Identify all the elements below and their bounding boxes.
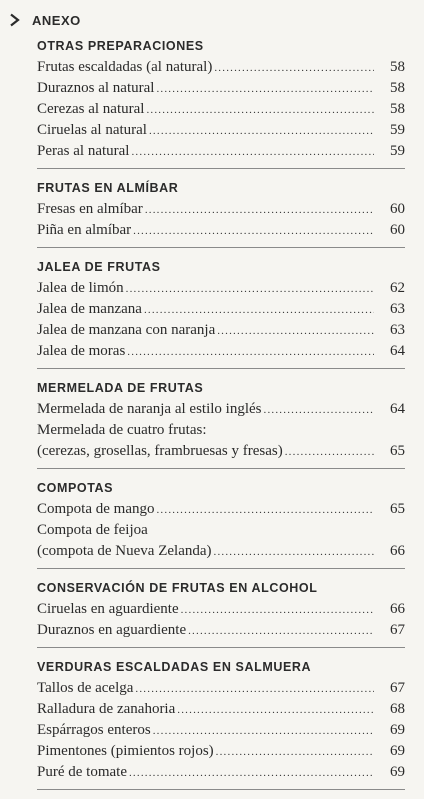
dot-leader xyxy=(145,200,374,221)
toc-entry xyxy=(37,341,405,362)
toc-entry xyxy=(37,57,405,78)
section-title: JALEA DE FRUTAS xyxy=(37,260,161,274)
toc-section xyxy=(37,657,405,790)
page-number: 67 xyxy=(390,680,405,696)
dot-leader xyxy=(217,321,374,342)
dot-leader xyxy=(127,342,374,363)
entry-label: Tallos de acelga xyxy=(37,680,134,696)
section-title: OTRAS PREPARACIONES xyxy=(37,39,204,53)
page-number: 64 xyxy=(390,401,405,417)
toc-entry xyxy=(37,499,405,520)
entry-label: Pimentones (pimientos rojos) xyxy=(37,743,214,759)
page-number: 58 xyxy=(390,59,405,75)
page-number: 62 xyxy=(390,280,405,296)
page-number: 68 xyxy=(390,701,405,717)
page-number: 59 xyxy=(390,122,405,138)
section-title: VERDURAS ESCALDADAS EN SALMUERA xyxy=(37,660,312,674)
toc-section xyxy=(37,578,405,648)
toc-section xyxy=(37,36,405,169)
entry-label: Mermelada de naranja al estilo inglés xyxy=(37,401,262,417)
dot-leader xyxy=(214,542,375,563)
section-title: MERMELADA DE FRUTAS xyxy=(37,381,204,395)
dot-leader xyxy=(133,221,374,242)
dot-leader xyxy=(153,721,374,742)
toc-entry xyxy=(37,620,405,641)
dot-leader xyxy=(131,142,374,163)
dot-leader xyxy=(181,600,374,621)
dot-leader xyxy=(144,300,374,321)
entry-label: Cerezas al natural xyxy=(37,101,145,117)
page-number: 63 xyxy=(390,322,405,338)
toc-sections xyxy=(37,36,405,799)
entry-label: Peras al natural xyxy=(37,143,130,159)
page-number: 67 xyxy=(390,622,405,638)
dot-leader xyxy=(156,500,374,521)
dot-leader xyxy=(149,121,374,142)
toc-entry xyxy=(37,299,405,320)
annex-title: ANEXO xyxy=(32,12,81,28)
entry-label: Jalea de limón xyxy=(37,280,124,296)
entry-label: (compota de Nueva Zelanda) xyxy=(37,543,212,559)
entry-label: Piña en almíbar xyxy=(37,222,132,238)
dot-leader xyxy=(214,58,374,79)
entry-lead: Compota de feijoa xyxy=(37,522,148,538)
entry-label: Frutas escaldadas (al natural) xyxy=(37,59,213,75)
page-number: 66 xyxy=(390,601,405,617)
entry-label: Ralladura de zanahoria xyxy=(37,701,176,717)
toc-entry xyxy=(37,120,405,141)
toc-entry xyxy=(37,141,405,162)
dot-leader xyxy=(129,763,374,784)
toc-entry xyxy=(37,199,405,220)
dot-leader xyxy=(285,442,374,463)
toc-entry xyxy=(37,320,405,341)
entry-label: Fresas en almíbar xyxy=(37,201,143,217)
page-number: 63 xyxy=(390,301,405,317)
toc-entry xyxy=(37,741,405,762)
page-number: 65 xyxy=(390,501,405,517)
section-title: FRUTAS EN ALMÍBAR xyxy=(37,181,179,195)
entry-label: Ciruelas al natural xyxy=(37,122,147,138)
entry-label: Puré de tomate xyxy=(37,764,127,780)
toc-entry xyxy=(37,99,405,120)
page-number: 60 xyxy=(390,222,405,238)
page-number: 65 xyxy=(390,443,405,459)
toc-entry xyxy=(37,441,405,462)
page-number: 58 xyxy=(390,80,405,96)
page-number: 64 xyxy=(390,343,405,359)
entry-label: Duraznos al natural xyxy=(37,80,155,96)
entry-label: Ciruelas en aguardiente xyxy=(37,601,179,617)
toc-section xyxy=(37,257,405,369)
page-number: 69 xyxy=(390,764,405,780)
page-number: 69 xyxy=(390,743,405,759)
toc-entry xyxy=(37,599,405,620)
dot-leader xyxy=(135,679,374,700)
toc-entry xyxy=(37,278,405,299)
dot-leader xyxy=(188,621,374,642)
toc-section xyxy=(37,378,405,469)
dot-leader xyxy=(264,400,375,421)
toc-entry xyxy=(37,720,405,741)
dot-leader xyxy=(126,279,374,300)
entry-label: Jalea de moras xyxy=(37,343,126,359)
toc-section xyxy=(37,178,405,248)
page-number: 60 xyxy=(390,201,405,217)
entry-label: Jalea de manzana xyxy=(37,301,142,317)
toc-entry xyxy=(37,678,405,699)
entry-label: Jalea de manzana con naranja xyxy=(37,322,216,338)
section-title: COMPOTAS xyxy=(37,481,114,495)
entry-lead: Mermelada de cuatro frutas: xyxy=(37,422,207,438)
toc-entry xyxy=(37,78,405,99)
entry-label: Compota de mango xyxy=(37,501,155,517)
toc-section xyxy=(37,478,405,569)
section-title: CONSERVACIÓN DE FRUTAS EN ALCOHOL xyxy=(37,581,318,595)
dot-leader xyxy=(146,100,374,121)
entry-label: Espárragos enteros xyxy=(37,722,151,738)
dot-leader xyxy=(177,700,374,721)
annex-header xyxy=(8,10,81,30)
dot-leader xyxy=(156,79,374,100)
toc-entry xyxy=(37,220,405,241)
chevron-right-icon xyxy=(8,13,22,27)
page-number: 66 xyxy=(390,543,405,559)
page-number: 58 xyxy=(390,101,405,117)
page-number: 59 xyxy=(390,143,405,159)
entry-label: Duraznos en aguardiente xyxy=(37,622,187,638)
toc-entry xyxy=(37,541,405,562)
page-number: 69 xyxy=(390,722,405,738)
toc-entry xyxy=(37,699,405,720)
dot-leader xyxy=(216,742,374,763)
toc-entry xyxy=(37,399,405,420)
entry-label: (cerezas, grosellas, frambruesas y fresas) xyxy=(37,443,283,459)
toc-entry xyxy=(37,762,405,783)
